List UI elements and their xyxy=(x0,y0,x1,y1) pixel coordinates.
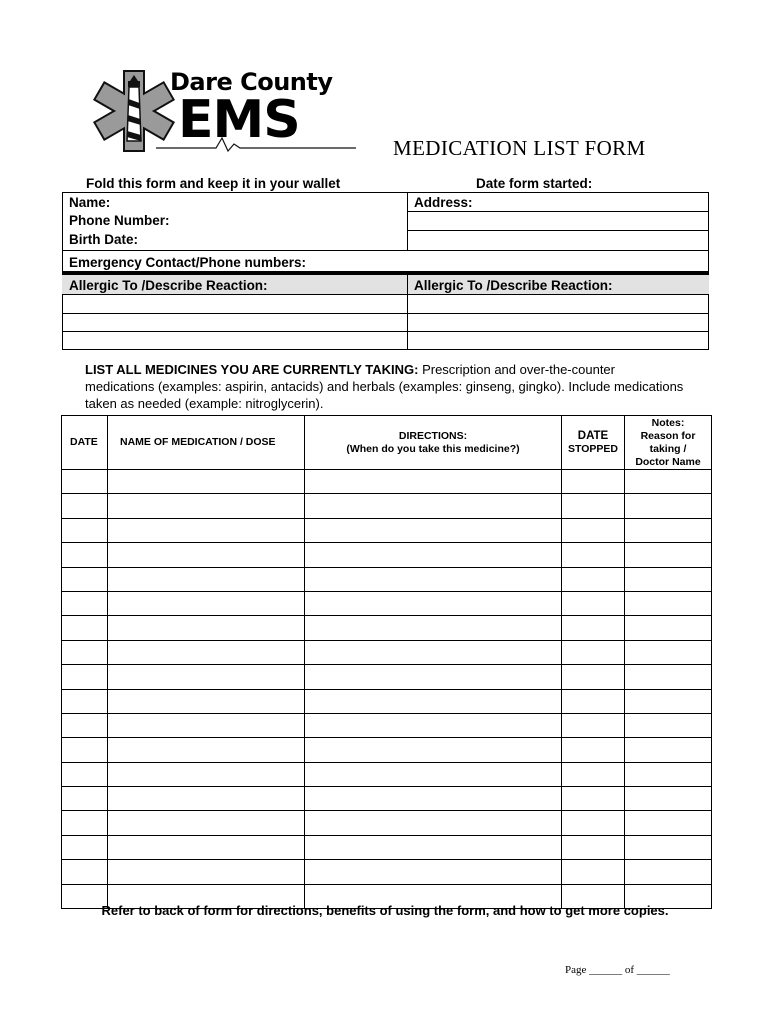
table-row xyxy=(62,762,712,786)
col-date-header xyxy=(62,416,108,470)
date-stopped-cell[interactable] xyxy=(562,518,625,542)
allergy-line-2 xyxy=(62,313,709,314)
medication-cell[interactable] xyxy=(108,665,305,689)
date-stopped-cell[interactable] xyxy=(562,811,625,835)
medication-table-body xyxy=(62,470,712,909)
directions-cell[interactable] xyxy=(305,616,562,640)
emergency-contact-label: Emergency Contact/Phone numbers: xyxy=(69,255,307,270)
directions-cell[interactable] xyxy=(305,518,562,542)
medication-cell[interactable] xyxy=(108,860,305,884)
notes-cell[interactable] xyxy=(625,689,712,713)
address-line-2 xyxy=(407,230,709,231)
table-row xyxy=(62,665,712,689)
date-cell[interactable] xyxy=(62,689,108,713)
medication-cell[interactable] xyxy=(108,616,305,640)
notes-cell[interactable] xyxy=(625,835,712,859)
directions-cell[interactable] xyxy=(305,640,562,664)
notes-cell[interactable] xyxy=(625,665,712,689)
notes-cell[interactable] xyxy=(625,860,712,884)
table-row xyxy=(62,689,712,713)
table-row xyxy=(62,860,712,884)
address-line-1 xyxy=(407,211,709,212)
date-cell[interactable] xyxy=(62,567,108,591)
medication-table-header xyxy=(62,416,712,470)
date-stopped-cell[interactable] xyxy=(562,494,625,518)
row-line-birth xyxy=(62,250,709,251)
date-stopped-cell[interactable] xyxy=(562,567,625,591)
notes-cell[interactable] xyxy=(625,811,712,835)
table-row xyxy=(62,616,712,640)
table-row xyxy=(62,543,712,567)
date-cell[interactable] xyxy=(62,470,108,494)
date-stopped-cell[interactable] xyxy=(562,860,625,884)
date-cell[interactable] xyxy=(62,518,108,542)
date-cell[interactable] xyxy=(62,860,108,884)
medication-cell[interactable] xyxy=(108,470,305,494)
fold-note: Fold this form and keep it in your wallet xyxy=(86,176,341,191)
col-directions-header xyxy=(305,416,562,470)
date-cell[interactable] xyxy=(62,762,108,786)
directions-cell[interactable] xyxy=(305,591,562,615)
table-row xyxy=(62,640,712,664)
directions-cell[interactable] xyxy=(305,713,562,737)
date-cell[interactable] xyxy=(62,835,108,859)
col-stopped-label-2: STOPPED xyxy=(568,442,618,455)
notes-cell[interactable] xyxy=(625,591,712,615)
table-row xyxy=(62,811,712,835)
notes-cell[interactable] xyxy=(625,543,712,567)
allergy-right-label: Allergic To /Describe Reaction: xyxy=(414,278,613,293)
instructions xyxy=(85,361,685,412)
date-stopped-cell[interactable] xyxy=(562,835,625,859)
logo-county-name: Dare County xyxy=(170,68,333,96)
medication-cell[interactable] xyxy=(108,787,305,811)
notes-cell[interactable] xyxy=(625,470,712,494)
date-stopped-cell[interactable] xyxy=(562,738,625,762)
medication-cell[interactable] xyxy=(108,640,305,664)
notes-cell[interactable] xyxy=(625,713,712,737)
directions-cell[interactable] xyxy=(305,470,562,494)
notes-cell[interactable] xyxy=(625,787,712,811)
directions-cell[interactable] xyxy=(305,860,562,884)
footer-note: Refer to back of form for directions, benefits of using the form, and how to get more copies. xyxy=(101,903,669,918)
box-top-border xyxy=(62,192,709,193)
date-stopped-cell[interactable] xyxy=(562,616,625,640)
medication-cell[interactable] xyxy=(108,591,305,615)
date-cell[interactable] xyxy=(62,543,108,567)
table-row xyxy=(62,713,712,737)
dare-county-ems-logo xyxy=(90,66,352,156)
date-stopped-cell[interactable] xyxy=(562,713,625,737)
allergy-line-3 xyxy=(62,331,709,332)
directions-cell[interactable] xyxy=(305,494,562,518)
date-cell[interactable] xyxy=(62,787,108,811)
col-notes-label-3: taking / xyxy=(649,442,687,455)
col-notes-header xyxy=(625,416,712,470)
address-label: Address: xyxy=(414,195,473,210)
date-stopped-cell[interactable] xyxy=(562,665,625,689)
date-stopped-cell[interactable] xyxy=(562,787,625,811)
medication-cell[interactable] xyxy=(108,494,305,518)
date-stopped-cell[interactable] xyxy=(562,689,625,713)
birth-date-label: Birth Date: xyxy=(69,232,139,247)
date-cell[interactable] xyxy=(62,665,108,689)
medication-cell[interactable] xyxy=(108,762,305,786)
date-stopped-cell[interactable] xyxy=(562,543,625,567)
table-row xyxy=(62,835,712,859)
table-row xyxy=(62,738,712,762)
medication-cell[interactable] xyxy=(108,738,305,762)
col-name-header xyxy=(108,416,305,470)
medication-cell[interactable] xyxy=(108,543,305,567)
directions-cell[interactable] xyxy=(305,689,562,713)
date-stopped-cell[interactable] xyxy=(562,470,625,494)
notes-cell[interactable] xyxy=(625,616,712,640)
allergy-left-label: Allergic To /Describe Reaction: xyxy=(69,278,268,293)
directions-cell[interactable] xyxy=(305,835,562,859)
phone-label: Phone Number: xyxy=(69,213,170,228)
medication-cell[interactable] xyxy=(108,811,305,835)
medication-cell[interactable] xyxy=(108,567,305,591)
notes-cell[interactable] xyxy=(625,567,712,591)
directions-cell[interactable] xyxy=(305,543,562,567)
instructions-heading: LIST ALL MEDICINES YOU ARE CURRENTLY TAKING: xyxy=(85,362,419,377)
date-cell[interactable] xyxy=(62,811,108,835)
col-directions-label: DIRECTIONS: xyxy=(398,429,468,442)
heartbeat-line xyxy=(156,136,356,152)
allergy-line-1 xyxy=(62,294,709,295)
page-title: MEDICATION LIST FORM xyxy=(393,136,646,160)
date-cell[interactable] xyxy=(62,494,108,518)
date-started-label: Date form started: xyxy=(476,176,593,191)
col-date-label: DATE xyxy=(70,436,98,448)
date-cell[interactable] xyxy=(62,616,108,640)
table-row xyxy=(62,494,712,518)
col-name-label: NAME OF MEDICATION / DOSE xyxy=(120,436,276,448)
medication-cell[interactable] xyxy=(108,713,305,737)
table-row xyxy=(62,518,712,542)
directions-cell[interactable] xyxy=(305,762,562,786)
col-directions-sublabel: (When do you take this medicine?) xyxy=(346,442,520,455)
date-cell[interactable] xyxy=(62,591,108,615)
notes-cell[interactable] xyxy=(625,518,712,542)
notes-cell[interactable] xyxy=(625,494,712,518)
page-number: Page ______ of ______ xyxy=(565,964,670,976)
medication-cell[interactable] xyxy=(108,689,305,713)
date-cell[interactable] xyxy=(62,640,108,664)
col-stopped-label-1: DATE xyxy=(577,429,609,442)
date-cell[interactable] xyxy=(62,713,108,737)
table-row xyxy=(62,567,712,591)
table-row xyxy=(62,787,712,811)
medication-cell[interactable] xyxy=(108,835,305,859)
col-notes-label-4: Doctor Name xyxy=(635,455,701,468)
col-stopped-header xyxy=(562,416,625,470)
date-cell[interactable] xyxy=(62,738,108,762)
col-notes-label-1: Notes: xyxy=(651,416,685,429)
directions-cell[interactable] xyxy=(305,567,562,591)
notes-cell[interactable] xyxy=(625,640,712,664)
date-stopped-cell[interactable] xyxy=(562,762,625,786)
directions-cell[interactable] xyxy=(305,738,562,762)
table-row xyxy=(62,470,712,494)
name-label: Name: xyxy=(69,195,111,210)
notes-cell[interactable] xyxy=(625,738,712,762)
col-notes-label-2: Reason for xyxy=(640,429,696,442)
box-center-divider-top xyxy=(407,192,408,250)
directions-cell[interactable] xyxy=(305,811,562,835)
instructions-text: Prescription and over-the-counter medications (examples: aspirin, antacids) and herbals (examples: ginseng, gingko). Include medications taken as needed (example: nitroglycerin). xyxy=(85,362,684,411)
medication-cell[interactable] xyxy=(108,518,305,542)
directions-cell[interactable] xyxy=(305,787,562,811)
table-row xyxy=(62,591,712,615)
date-stopped-cell[interactable] xyxy=(562,591,625,615)
directions-cell[interactable] xyxy=(305,665,562,689)
medication-table xyxy=(61,415,712,909)
notes-cell[interactable] xyxy=(625,762,712,786)
date-stopped-cell[interactable] xyxy=(562,640,625,664)
logo-ems-text: EMS xyxy=(178,90,300,150)
box-bottom-border xyxy=(62,349,709,350)
